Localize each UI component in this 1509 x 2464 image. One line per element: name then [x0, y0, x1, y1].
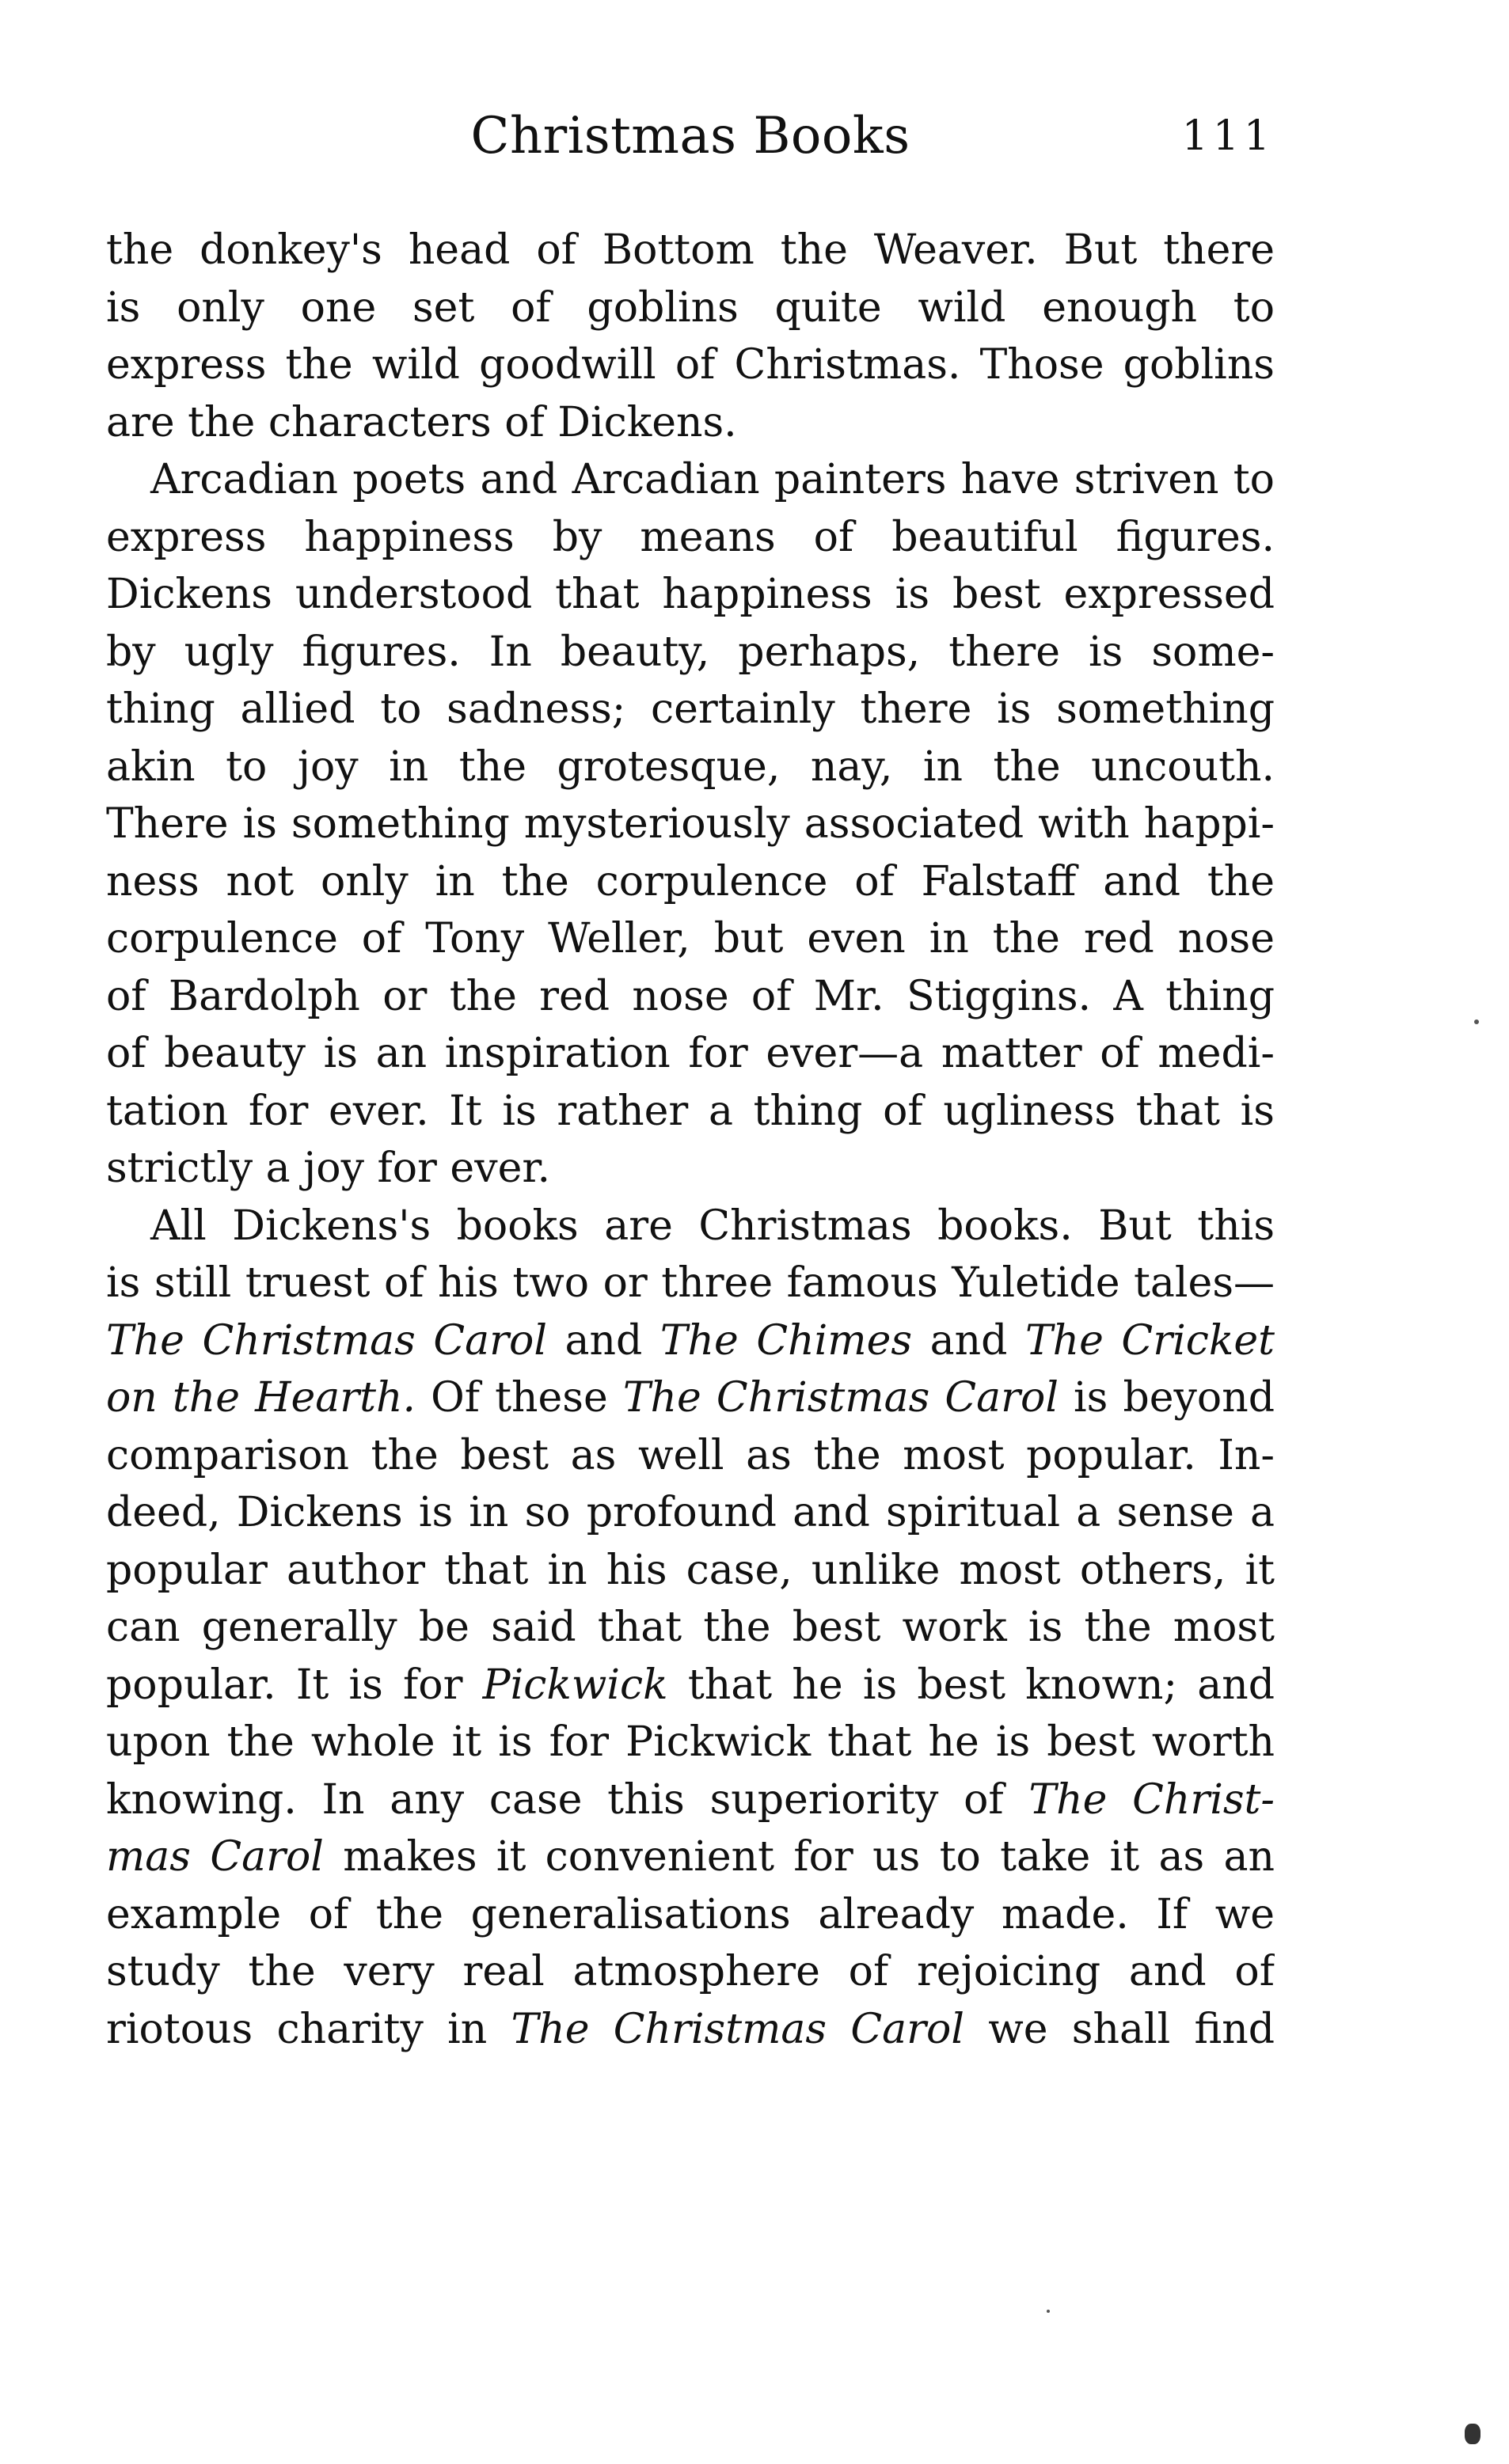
text-segment: express the wild goodwill of Christmas. Those goblins	[106, 341, 1275, 389]
text-line	[106, 1427, 1275, 1485]
text-segment: tation for ever. It is rather a thing of ugliness that is	[106, 1087, 1275, 1135]
text-line	[106, 795, 1275, 853]
text-segment: is only one set of goblins quite wild enough to	[106, 283, 1275, 332]
text-segment: makes it convenient for us to take it as an	[323, 1833, 1275, 1881]
text-line	[106, 1771, 1275, 1829]
text-line	[106, 1369, 1275, 1427]
text-line	[106, 1198, 1275, 1255]
italic-title: mas Carol	[106, 1833, 324, 1881]
scan-speck	[1465, 2424, 1480, 2444]
text-line	[106, 1255, 1275, 1312]
text-line	[106, 624, 1275, 681]
text-segment: comparison the best as well as the most popular. In-	[106, 1431, 1275, 1479]
text-segment: are the characters of Dickens.	[106, 398, 737, 446]
text-line	[106, 1542, 1275, 1600]
text-segment: popular. It is for	[106, 1661, 483, 1709]
text-line	[106, 1599, 1275, 1657]
text-segment: and	[546, 1316, 660, 1365]
text-segment: corpulence of Tony Weller, but even in the red nose	[106, 915, 1275, 962]
italic-title: The Cricket	[1024, 1316, 1275, 1365]
text-line	[106, 1312, 1275, 1370]
text-line	[106, 968, 1275, 1026]
text-segment: akin to joy in the grotesque, nay, in the uncouth.	[106, 742, 1275, 791]
scan-speck	[1474, 1019, 1479, 1024]
text-segment: study the very real atmosphere of rejoicing and of	[106, 1948, 1275, 1995]
italic-title: The Christ-	[1028, 1775, 1275, 1824]
italic-title: The Christmas Carol	[511, 2005, 964, 2053]
text-segment: of beauty is an inspiration for ever—a matter of medi-	[106, 1030, 1275, 1077]
text-line	[106, 910, 1275, 968]
text-line	[106, 1025, 1275, 1083]
text-line	[106, 1828, 1275, 1886]
italic-title: The Christmas Carol	[106, 1316, 547, 1365]
text-segment: upon the whole it is for Pickwick that he is best worth	[106, 1718, 1275, 1766]
text-segment: we shall find	[964, 2005, 1275, 2053]
text-segment: can generally be said that the best work is the most	[106, 1604, 1275, 1651]
text-line	[106, 681, 1275, 738]
text-segment: example of the generalisations already made. If we	[106, 1890, 1275, 1938]
text-segment: thing allied to sadness; certainly there is something	[106, 685, 1275, 733]
text-line	[106, 451, 1275, 509]
page-header	[106, 97, 1275, 176]
text-line	[106, 1943, 1275, 2001]
text-line	[106, 509, 1275, 567]
text-line	[106, 738, 1275, 796]
text-segment: the donkey's head of Bottom the Weaver. But there	[106, 226, 1275, 274]
italic-title: Pickwick	[482, 1661, 668, 1709]
text-line	[106, 279, 1275, 337]
text-segment: and	[912, 1316, 1025, 1365]
text-segment: express happiness by means of beautiful figures.	[106, 513, 1275, 561]
italic-title: The Chimes	[659, 1316, 913, 1365]
page-number: 111	[1181, 112, 1275, 160]
text-segment: Arcadian poets and Arcadian painters have striven to	[150, 456, 1275, 503]
text-line	[106, 1083, 1275, 1141]
text-line	[106, 1657, 1275, 1714]
text-segment: by ugly figures. In beauty, perhaps, there is some-	[106, 628, 1275, 676]
text-segment: Dickens understood that happiness is best expressed	[106, 571, 1275, 618]
body-text	[106, 222, 1275, 2058]
text-segment: All Dickens's books are Christmas books. But this	[150, 1202, 1275, 1250]
text-line	[106, 566, 1275, 624]
scan-speck	[1047, 2310, 1050, 2313]
text-segment: is still truest of his two or three famous Yuletide tales—	[106, 1259, 1275, 1307]
italic-title: The Christmas Carol	[622, 1374, 1059, 1422]
text-line	[106, 853, 1275, 911]
text-line	[106, 1140, 1275, 1198]
text-line	[106, 336, 1275, 394]
text-line	[106, 1886, 1275, 1944]
text-segment: strictly a joy for ever.	[106, 1145, 551, 1192]
text-segment: of Bardolph or the red nose of Mr. Stiggins. A thing	[106, 972, 1275, 1020]
text-segment: is beyond	[1058, 1374, 1275, 1422]
text-line	[106, 2001, 1275, 2059]
text-segment: deed, Dickens is in so profound and spiritual a sense a	[106, 1489, 1275, 1536]
text-segment: ness not only in the corpulence of Falstaff and the	[106, 857, 1275, 905]
text-segment: knowing. In any case this superiority of	[106, 1775, 1029, 1824]
text-segment: Of these	[416, 1374, 623, 1422]
italic-title: on the Hearth.	[106, 1374, 416, 1422]
text-segment: popular author that in his case, unlike most others, it	[106, 1546, 1275, 1594]
text-segment: There is something mysteriously associated with happi-	[106, 800, 1275, 848]
text-segment: riotous charity in	[106, 2005, 511, 2053]
running-title: Christmas Books	[470, 107, 910, 165]
text-line	[106, 394, 1275, 452]
text-segment: that he is best known; and	[667, 1661, 1275, 1709]
text-line	[106, 1484, 1275, 1542]
text-line	[106, 222, 1275, 279]
text-line	[106, 1714, 1275, 1771]
